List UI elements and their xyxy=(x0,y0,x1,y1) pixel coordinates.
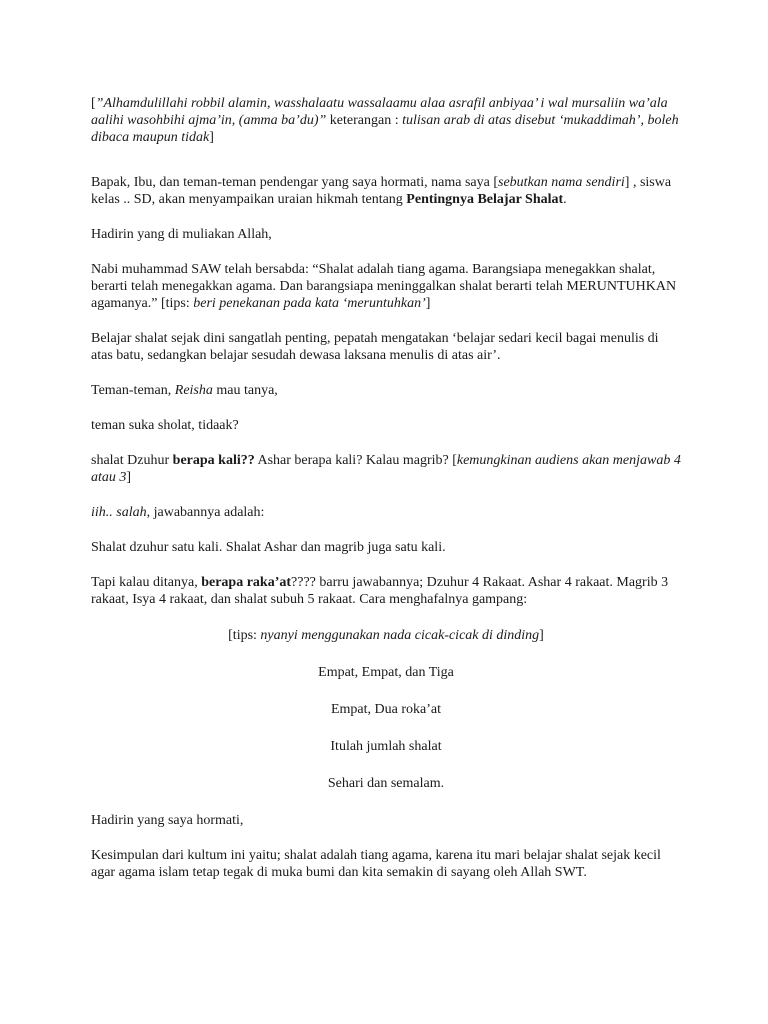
conclusion-paragraph: Kesimpulan dari kultum ini yaitu; shalat adalah tiang agama, karena itu mari belajar shalat sejak kecil agar agama islam tetap tegak di muka bumi dan kita semakin di sayang oleh Allah SWT. xyxy=(91,848,661,880)
rakaat-text-2: ???? barru jawabannya; Dzuhur 4 Rakaat. Ashar 4 rakaat. Magrib 3 rakaat, Isya 4 rakaat, dan shalat subuh 5 rakaat. Cara menghafalnya gampang: xyxy=(91,575,669,607)
question-intro-text: Teman-teman, xyxy=(91,383,175,398)
speaker-name: Reisha xyxy=(174,383,213,398)
name-placeholder: sebutkan nama sendiri xyxy=(498,175,625,190)
song-line: Empat, Dua roka’at xyxy=(330,702,441,717)
rakaat-bold: berapa raka’at xyxy=(201,575,292,590)
question-paragraph: teman suka sholat, tidaak? xyxy=(91,418,239,433)
arabic-greeting: ”Alhamdulillahi robbil alamin, wasshalaatu wassalaamu alaa asrafil anbiyaa’ i wal mursaliin wa’ala aalihi wasohbihi ajma’in, (amma ba’du)” xyxy=(91,96,668,128)
count-question-text-2: Ashar berapa kali? Kalau magrib? [ xyxy=(254,453,457,468)
song-tip-italic: nyanyi menggunakan nada cicak-cicak di dinding xyxy=(260,628,540,643)
mukaddimah-paragraph xyxy=(91,95,681,146)
answer-intro-italic: iih.. salah xyxy=(91,505,147,520)
hadith-close: ] xyxy=(425,296,431,311)
document-page xyxy=(91,95,681,881)
greeting-paragraph: Hadirin yang di muliakan Allah, xyxy=(91,227,272,242)
opening-text-2: ] , siswa kelas .. SD, akan menyampaikan uraian hikmah tentang xyxy=(91,175,672,207)
count-question-bold: berapa kali?? xyxy=(172,453,255,468)
opening-text: Bapak, Ibu, dan teman-teman pendengar yang saya hormati, nama saya [ xyxy=(91,175,499,190)
song-line: Empat, Empat, dan Tiga xyxy=(318,665,454,680)
closing-greeting: Hadirin yang saya hormati, xyxy=(91,813,244,828)
hadith-text: Nabi muhammad SAW telah bersabda: “Shalat adalah tiang agama. Barangsiapa menegakkan shalat, berarti telah menegakkan agama. Dan barangsiapa meninggalkan shalat berarti telah MERUNTUHKAN agamanya.” [tips: xyxy=(91,262,677,311)
answer-intro-text: , jawabannya adalah: xyxy=(146,505,265,520)
count-question-text: shalat Dzuhur xyxy=(91,453,173,468)
opening-period: . xyxy=(563,192,567,207)
hadith-tip: beri penekanan pada kata ‘meruntuhkan’ xyxy=(193,296,426,311)
song-tip xyxy=(91,627,681,644)
opening-paragraph xyxy=(91,174,681,208)
answer-paragraph: Shalat dzuhur satu kali. Shalat Ashar dan magrib juga satu kali. xyxy=(91,540,446,555)
audience-note: kemungkinan audiens akan menjawab 4 atau 3 xyxy=(91,453,681,485)
count-question-close: ] xyxy=(126,470,132,485)
bracket-open: [ xyxy=(91,96,96,111)
song-line: Sehari dan semalam. xyxy=(327,776,445,791)
question-intro-end: mau tanya, xyxy=(212,383,278,398)
topic-title: Pentingnya Belajar Shalat xyxy=(406,192,564,207)
question-intro xyxy=(91,382,681,399)
rakaat-paragraph xyxy=(91,574,681,608)
rakaat-text: Tapi kalau ditanya, xyxy=(91,575,202,590)
count-question xyxy=(91,452,681,486)
answer-intro xyxy=(91,504,681,521)
hadith-paragraph xyxy=(91,261,681,312)
note-label: keterangan : xyxy=(326,113,403,128)
mukaddimah-note: tulisan arab di atas disebut ‘mukaddimah’, boleh dibaca maupun tidak xyxy=(91,113,679,145)
song-line: Itulah jumlah shalat xyxy=(330,739,442,754)
proverb-paragraph: Belajar shalat sejak dini sangatlah penting, pepatah mengatakan ‘belajar sedari kecil bagai menulis di atas batu, sedangkan belajar sesudah dewasa laksana menulis di atas air’. xyxy=(91,331,659,363)
song-tip-open: [tips: xyxy=(228,628,261,643)
bracket-close: ] xyxy=(209,130,214,145)
song-tip-close: ] xyxy=(539,628,544,643)
